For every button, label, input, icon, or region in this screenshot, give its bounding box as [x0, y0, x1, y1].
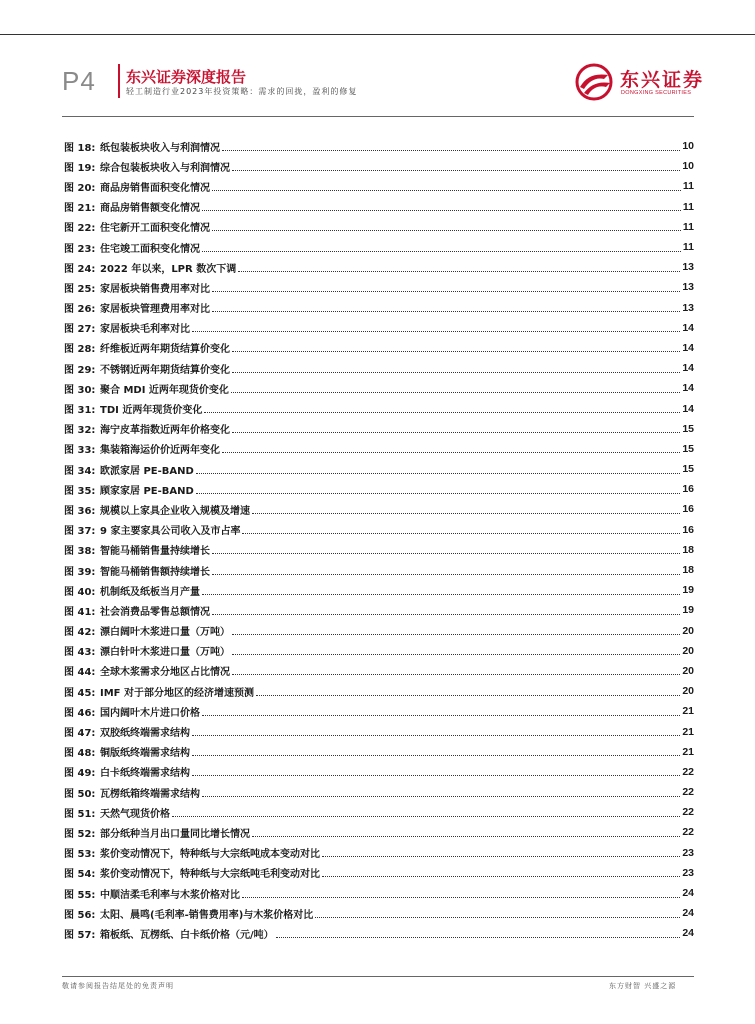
toc-entry-page: 23 [682, 866, 694, 879]
toc-entry-title: 瓦楞纸箱终端需求结构 [100, 788, 200, 800]
toc-entry-page: 18 [682, 564, 694, 577]
toc-entry-title: 不锈钢近两年期货结算价变化 [100, 364, 230, 376]
toc-entry-title: 商品房销售额变化情况 [100, 203, 200, 215]
toc-entry-page: 14 [682, 341, 694, 354]
toc-entry[interactable] [64, 398, 694, 418]
toc-entry-title: 箱板纸、瓦楞纸、白卡纸价格（元/吨） [100, 929, 274, 941]
header-accent-bar [118, 64, 120, 98]
toc-entry[interactable] [64, 560, 694, 580]
toc-entry[interactable] [64, 600, 694, 620]
logo-chinese-text: 东兴证券 [620, 69, 705, 91]
toc-dot-leader [256, 695, 680, 696]
toc-entry-page: 13 [682, 301, 694, 314]
toc-dot-leader [242, 897, 680, 898]
toc-entry[interactable] [64, 701, 694, 721]
toc-entry[interactable] [64, 197, 694, 217]
toc-entry-title: 天然气现货价格 [100, 808, 170, 820]
toc-entry-label: 图 57: [64, 929, 96, 941]
toc-entry-title: 9 家主要家具公司收入及市占率 [100, 526, 241, 538]
toc-entry-page: 22 [682, 806, 694, 819]
toc-dot-leader [202, 251, 681, 252]
toc-entry[interactable] [64, 923, 694, 943]
toc-entry-page: 13 [682, 281, 694, 294]
toc-entry-label: 图 37: [64, 526, 96, 538]
logo-english-text: DONGXING SECURITIES [621, 90, 692, 96]
toc-dot-leader [196, 493, 680, 494]
toc-entry-title: 全球木浆需求分地区占比情况 [100, 667, 230, 679]
toc-entry-label: 图 46: [64, 707, 96, 719]
toc-entry[interactable] [64, 721, 694, 741]
toc-entry-title: 漂白阔叶木浆进口量（万吨） [100, 627, 230, 639]
toc-entry-page: 21 [682, 745, 694, 758]
toc-entry-title: 综合包装板块收入与利润情况 [100, 162, 230, 174]
footer-slogan: 东方财智 兴盛之源 [609, 982, 677, 990]
toc-entry-title: 机制纸及纸板当月产量 [100, 586, 200, 598]
toc-dot-leader [242, 533, 680, 534]
toc-entry[interactable] [64, 540, 694, 560]
toc-entry-page: 23 [682, 846, 694, 859]
toc-entry-label: 图 54: [64, 869, 96, 881]
toc-entry-title: TDI 近两年现货价变化 [100, 405, 203, 417]
toc-entry-page: 21 [682, 725, 694, 738]
toc-entry-label: 图 32: [64, 425, 96, 437]
toc-dot-leader [212, 553, 680, 554]
company-logo [574, 63, 704, 103]
toc-entry[interactable] [64, 802, 694, 822]
toc-entry-title: 集装箱海运价价近两年变化 [100, 445, 220, 457]
toc-entry-label: 图 24: [64, 263, 96, 275]
toc-entry-label: 图 26: [64, 304, 96, 316]
toc-entry-label: 图 28: [64, 344, 96, 356]
toc-entry-title: 聚合 MDI 近两年现货价变化 [100, 384, 229, 396]
toc-entry-title: 部分纸种当月出口量同比增长情况 [100, 828, 250, 840]
toc-entry-title: 商品房销售面积变化情况 [100, 182, 210, 194]
toc-entry-label: 图 55: [64, 889, 96, 901]
toc-entry-page: 11 [682, 241, 694, 254]
page-number: P4 [62, 66, 96, 96]
toc-entry-label: 图 45: [64, 687, 96, 699]
toc-entry-label: 图 38: [64, 546, 96, 558]
toc-entry-title: 智能马桶销售额持续增长 [100, 566, 210, 578]
toc-entry[interactable] [64, 903, 694, 923]
toc-entry-title: 顾家家居 PE-BAND [100, 485, 194, 497]
toc-entry-title: 社会消费品零售总额情况 [100, 606, 210, 618]
toc-entry-page: 11 [682, 220, 694, 233]
toc-dot-leader [322, 876, 680, 877]
logo-mark-icon [574, 63, 616, 101]
toc-entry-page: 18 [682, 543, 694, 556]
toc-dot-leader [212, 311, 680, 312]
toc-entry[interactable] [64, 520, 694, 540]
toc-entry-label: 图 53: [64, 849, 96, 861]
toc-entry-title: 纤维板近两年期货结算价变化 [100, 344, 230, 356]
toc-entry[interactable] [64, 338, 694, 358]
toc-entry[interactable] [64, 378, 694, 398]
toc-entry-page: 15 [682, 422, 694, 435]
toc-entry-page: 19 [682, 584, 694, 597]
toc-entry-label: 图 35: [64, 485, 96, 497]
toc-entry-title: 规模以上家具企业收入规模及增速 [100, 505, 250, 517]
toc-entry-page: 15 [682, 463, 694, 476]
toc-entry[interactable] [64, 822, 694, 842]
toc-entry-title: 浆价变动情况下，特种纸与大宗纸吨毛利变动对比 [100, 869, 320, 881]
toc-entry-label: 图 22: [64, 223, 96, 235]
toc-entry-label: 图 19: [64, 162, 96, 174]
toc-entry-page: 14 [682, 402, 694, 415]
footer-rule [62, 976, 694, 977]
toc-dot-leader [232, 634, 680, 635]
toc-entry[interactable] [64, 681, 694, 701]
toc-entry-label: 图 25: [64, 283, 96, 295]
toc-entry[interactable] [64, 479, 694, 499]
toc-entry-page: 11 [682, 200, 694, 213]
toc-entry-title: 浆价变动情况下，特种纸与大宗纸吨成本变动对比 [100, 849, 320, 861]
toc-dot-leader [252, 836, 680, 837]
toc-entry[interactable] [64, 257, 694, 277]
toc-entry-page: 20 [682, 624, 694, 637]
toc-entry-page: 10 [682, 160, 694, 173]
toc-entry[interactable] [64, 358, 694, 378]
toc-dot-leader [232, 432, 680, 433]
toc-entry-label: 图 49: [64, 768, 96, 780]
toc-entry-page: 22 [682, 765, 694, 778]
toc-entry-title: 智能马桶销售量持续增长 [100, 546, 210, 558]
toc-dot-leader [192, 735, 680, 736]
toc-entry-page: 11 [682, 180, 694, 193]
toc-entry-title: 漂白针叶木浆进口量（万吨） [100, 647, 230, 659]
toc-dot-leader [202, 796, 680, 797]
toc-entry-label: 图 48: [64, 748, 96, 760]
toc-entry-label: 图 56: [64, 909, 96, 921]
toc-dot-leader [232, 372, 680, 373]
toc-entry-label: 图 29: [64, 364, 96, 376]
toc-entry-label: 图 52: [64, 828, 96, 840]
toc-entry-page: 14 [682, 321, 694, 334]
report-subtitle: 轻工制造行业2023年投资策略：需求的回拢，盈利的修复 [126, 87, 358, 96]
top-rule [0, 34, 755, 35]
toc-dot-leader [204, 412, 680, 413]
toc-entry-page: 19 [682, 604, 694, 617]
toc-dot-leader [172, 816, 680, 817]
toc-entry-title: 双胶纸终端需求结构 [100, 728, 190, 740]
toc-entry[interactable] [64, 621, 694, 641]
toc-entry-label: 图 40: [64, 586, 96, 598]
toc-entry-label: 图 51: [64, 808, 96, 820]
toc-entry-title: 中顺洁柔毛利率与木浆价格对比 [100, 889, 240, 901]
toc-entry-label: 图 30: [64, 384, 96, 396]
toc-entry-label: 图 36: [64, 505, 96, 517]
toc-entry[interactable] [64, 742, 694, 762]
toc-entry[interactable] [64, 176, 694, 196]
toc-entry[interactable] [64, 883, 694, 903]
toc-entry[interactable] [64, 459, 694, 479]
toc-entry-page: 24 [682, 927, 694, 940]
toc-dot-leader [212, 230, 681, 231]
toc-entry-label: 图 20: [64, 182, 96, 194]
toc-entry[interactable] [64, 439, 694, 459]
toc-entry[interactable] [64, 136, 694, 156]
figure-list [64, 136, 694, 944]
toc-entry-title: 家居板块毛利率对比 [100, 324, 190, 336]
toc-entry-page: 16 [682, 503, 694, 516]
toc-dot-leader [212, 291, 680, 292]
toc-dot-leader [232, 654, 680, 655]
toc-entry-label: 图 18: [64, 142, 96, 154]
toc-entry-title: 家居板块销售费用率对比 [100, 283, 210, 295]
toc-entry[interactable] [64, 580, 694, 600]
toc-entry-page: 24 [682, 907, 694, 920]
toc-entry-label: 图 43: [64, 647, 96, 659]
toc-dot-leader [222, 150, 680, 151]
toc-entry-page: 20 [682, 644, 694, 657]
toc-dot-leader [196, 473, 680, 474]
toc-entry-page: 10 [682, 140, 694, 153]
toc-entry-label: 图 50: [64, 788, 96, 800]
toc-entry[interactable] [64, 298, 694, 318]
toc-entry-label: 图 44: [64, 667, 96, 679]
toc-dot-leader [222, 452, 680, 453]
toc-entry-title: 铜版纸终端需求结构 [100, 748, 190, 760]
toc-dot-leader [238, 271, 680, 272]
toc-entry-label: 图 34: [64, 465, 96, 477]
toc-entry-page: 16 [682, 523, 694, 536]
toc-entry[interactable] [64, 499, 694, 519]
toc-dot-leader [231, 392, 680, 393]
report-title: 东兴证券深度报告 [126, 68, 247, 86]
toc-dot-leader [202, 715, 680, 716]
toc-entry-label: 图 47: [64, 728, 96, 740]
toc-entry-page: 14 [682, 382, 694, 395]
toc-entry-page: 14 [682, 362, 694, 375]
toc-entry-label: 图 33: [64, 445, 96, 457]
toc-entry[interactable] [64, 641, 694, 661]
toc-dot-leader [192, 331, 680, 332]
toc-entry[interactable] [64, 843, 694, 863]
toc-dot-leader [212, 614, 680, 615]
toc-entry[interactable] [64, 419, 694, 439]
toc-entry[interactable] [64, 762, 694, 782]
toc-entry-title: 国内阔叶木片进口价格 [100, 707, 200, 719]
toc-entry-title: 纸包装板块收入与利润情况 [100, 142, 220, 154]
toc-dot-leader [212, 190, 681, 191]
toc-entry-page: 24 [682, 887, 694, 900]
toc-entry[interactable] [64, 661, 694, 681]
toc-entry-title: 家居板块管理费用率对比 [100, 304, 210, 316]
toc-entry-title: 白卡纸终端需求结构 [100, 768, 190, 780]
toc-entry-label: 图 27: [64, 324, 96, 336]
footer-disclaimer: 敬请参阅报告结尾处的免责声明 [62, 982, 174, 990]
toc-entry[interactable] [64, 156, 694, 176]
toc-entry-title: 2022 年以来，LPR 数次下调 [100, 263, 237, 275]
toc-dot-leader [212, 574, 680, 575]
toc-entry-title: 住宅竣工面积变化情况 [100, 243, 200, 255]
toc-entry-page: 22 [682, 786, 694, 799]
toc-dot-leader [276, 937, 681, 938]
toc-entry-page: 20 [682, 664, 694, 677]
toc-entry[interactable] [64, 277, 694, 297]
toc-entry[interactable] [64, 237, 694, 257]
toc-entry-title: 太阳、晨鸣(毛利率-销售费用率)与木浆价格对比 [100, 909, 314, 921]
toc-entry-title: 住宅新开工面积变化情况 [100, 223, 210, 235]
toc-entry[interactable] [64, 863, 694, 883]
toc-entry-title: 海宁皮革指数近两年价格变化 [100, 425, 230, 437]
toc-entry-page: 22 [682, 826, 694, 839]
toc-dot-leader [232, 170, 680, 171]
toc-dot-leader [252, 513, 680, 514]
toc-dot-leader [202, 210, 681, 211]
toc-entry-page: 20 [682, 685, 694, 698]
toc-entry[interactable] [64, 217, 694, 237]
toc-dot-leader [192, 755, 680, 756]
toc-entry-label: 图 21: [64, 203, 96, 215]
toc-entry-page: 13 [682, 261, 694, 274]
toc-dot-leader [315, 917, 680, 918]
header-rule [62, 116, 694, 117]
toc-dot-leader [232, 351, 680, 352]
toc-entry[interactable] [64, 782, 694, 802]
toc-entry-page: 15 [682, 442, 694, 455]
toc-entry-label: 图 42: [64, 627, 96, 639]
toc-entry-label: 图 23: [64, 243, 96, 255]
toc-dot-leader [192, 775, 680, 776]
toc-entry-page: 16 [682, 483, 694, 496]
toc-entry-title: 欧派家居 PE-BAND [100, 465, 194, 477]
toc-dot-leader [232, 674, 680, 675]
toc-entry-title: IMF 对于部分地区的经济增速预测 [100, 687, 254, 699]
toc-entry-label: 图 39: [64, 566, 96, 578]
toc-entry-page: 21 [682, 705, 694, 718]
toc-entry-label: 图 41: [64, 606, 96, 618]
toc-dot-leader [322, 856, 680, 857]
toc-dot-leader [202, 594, 680, 595]
toc-entry[interactable] [64, 318, 694, 338]
toc-entry-label: 图 31: [64, 405, 96, 417]
